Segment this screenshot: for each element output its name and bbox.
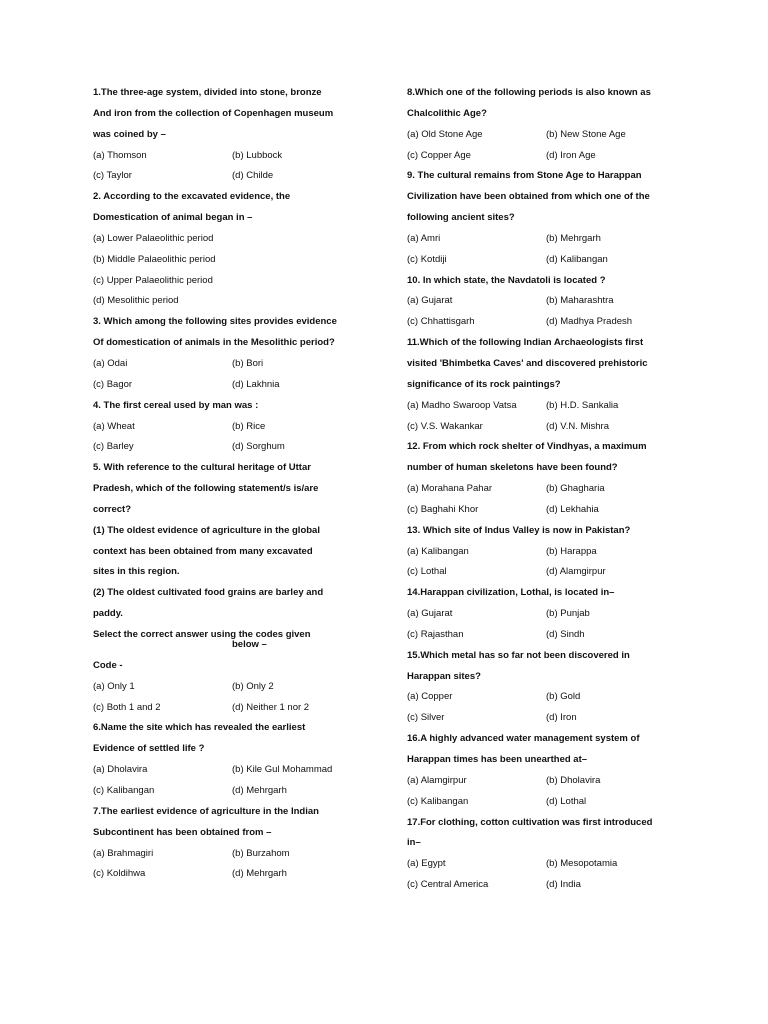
answer-option: (d) Mesolithic period (93, 295, 179, 307)
question-text: 4. The first cereal used by man was : (93, 399, 259, 411)
question-text: correct? (93, 503, 132, 515)
answer-options-row (407, 396, 697, 417)
answer-option: (a) Brahmagiri (93, 847, 154, 859)
answer-option: (d) Madhya Pradesh (546, 316, 633, 328)
answer-options-row (93, 417, 383, 438)
answer-option: (a) Wheat (93, 420, 135, 432)
answer-option: (a) Only 1 (93, 680, 135, 692)
answer-option: (d) Childe (232, 170, 274, 182)
question-text: Harappan times has been unearthed at– (407, 754, 588, 765)
question-text: 10. In which state, the Navdatoli is located ? (407, 274, 606, 286)
question-text: sites in this region. (93, 566, 180, 578)
answer-option: (c) Kalibangan (93, 785, 155, 796)
answer-option: (d) Kalibangan (546, 253, 608, 265)
answer-option: (b) Dholavira (546, 774, 601, 786)
answer-options-row (407, 604, 697, 625)
answer-options-row (407, 562, 697, 583)
answer-option: (d) Neither 1 nor 2 (232, 701, 310, 713)
answer-option: (b) Ghagharia (546, 483, 605, 495)
answer-option: (c) Rajasthan (407, 628, 464, 640)
answer-options-row (407, 125, 697, 146)
question-text: in– (407, 837, 421, 849)
answer-options-row (407, 625, 697, 646)
question-text: (1) The oldest evidence of agriculture in the global (93, 524, 320, 536)
answer-option: (a) Amri (407, 232, 441, 244)
answer-option: (a) Gujarat (407, 295, 453, 307)
answer-options-row (407, 417, 697, 438)
question-text: Harappan sites? (407, 670, 481, 682)
answer-options-row (407, 500, 697, 521)
answer-options-row (407, 250, 697, 271)
answer-option: (c) Taylor (93, 170, 132, 182)
answer-option: (b) Harappa (546, 545, 597, 557)
answer-options-row (407, 229, 697, 250)
answer-option: (d) Sorghum (232, 441, 285, 453)
answer-options-row (407, 146, 697, 167)
question-text: Evidence of settled life ? (93, 743, 205, 755)
answer-option: (b) Gold (546, 691, 581, 703)
answer-options-row (93, 844, 383, 865)
answer-option: (b) Burzahom (232, 847, 290, 859)
question-text: 6.Name the site which has revealed the earliest (93, 722, 306, 734)
answer-options-row (407, 771, 697, 792)
answer-option: (d) Iron (546, 712, 577, 724)
answer-option: (c) Baghahi Khor (407, 503, 479, 515)
answer-options-row (407, 479, 697, 500)
question-text: 2. According to the excavated evidence, the (93, 191, 291, 203)
answer-options-row (93, 677, 383, 698)
answer-options-row (407, 708, 697, 729)
answer-option: (d) Lothal (546, 795, 587, 807)
question-text: Civilization have been obtained from which one of the (407, 191, 650, 203)
question-text: 13. Which site of Indus Valley is now in Pakistan? (407, 524, 631, 536)
answer-option: (a) Gujarat (407, 608, 453, 620)
answer-option: (a) Alamgirpur (407, 774, 467, 786)
question-text: significance of its rock paintings? (407, 378, 561, 390)
question-text: Subcontinent has been obtained from – (93, 826, 272, 838)
answer-option: (d) Iron Age (546, 149, 596, 161)
answer-options-row (407, 687, 697, 708)
answer-option: (b) Lubbock (232, 149, 283, 161)
answer-options-row (407, 312, 697, 333)
question-text: And iron from the collection of Copenhagen museum (93, 107, 334, 119)
question-text: 1.The three-age system, divided into stone, bronze (93, 87, 322, 98)
answer-option: (a) Morahana Pahar (407, 483, 493, 495)
answer-option: (d) India (546, 879, 581, 891)
right-column (407, 83, 697, 896)
answer-option: (c) Kotdiji (407, 253, 447, 265)
answer-option: (b) Rice (232, 420, 266, 432)
answer-options-row (93, 864, 383, 885)
answer-option: (c) Both 1 and 2 (93, 701, 161, 713)
answer-option: (c) Copper Age (407, 149, 471, 161)
answer-options-row (407, 854, 697, 875)
answer-option: (c) Chhattisgarh (407, 316, 475, 328)
answer-options-row (93, 698, 383, 719)
answer-option: (d) Alamgirpur (546, 566, 606, 578)
answer-option: (a) Thomson (93, 149, 147, 161)
answer-option: (c) V.S. Wakankar (407, 420, 483, 432)
question-text: Pradesh, which of the following statement/s is/are (93, 483, 319, 495)
answer-option: (a) Old Stone Age (407, 128, 483, 140)
answer-option: (c) Koldihwa (93, 868, 146, 880)
question-text: 15.Which metal has so far not been discovered in (407, 649, 630, 661)
answer-options-row (407, 542, 697, 563)
question-text: 7.The earliest evidence of agriculture in the Indian (93, 805, 319, 817)
answer-option: (b) H.D. Sankalia (546, 399, 619, 411)
question-text: was coined by – (93, 128, 166, 140)
question-text: 8.Which one of the following periods is also known as (407, 87, 651, 98)
answer-option: (a) Madho Swaroop Vatsa (407, 399, 517, 411)
answer-options-row (407, 291, 697, 312)
answer-option: (a) Dholavira (93, 764, 148, 776)
answer-option: (d) V.N. Mishra (546, 420, 609, 432)
answer-options-row (93, 760, 383, 781)
answer-options-row (93, 375, 383, 396)
answer-option: (c) Silver (407, 712, 445, 724)
answer-option: (b) Maharashtra (546, 295, 614, 307)
answer-option: (a) Odai (93, 357, 128, 369)
question-text: 17.For clothing, cotton cultivation was first introduced (407, 816, 653, 828)
answer-options-row (93, 437, 383, 458)
question-text-line: Select the correct answer using the codes given (93, 628, 311, 640)
answer-option: (c) Kalibangan (407, 795, 469, 807)
answer-option: (c) Central America (407, 879, 489, 891)
question-text: 5. With reference to the cultural heritage of Uttar (93, 462, 311, 474)
question-text: Chalcolithic Age? (407, 107, 487, 119)
question-text: 14.Harappan civilization, Lothal, is located in– (407, 587, 615, 599)
question-text: visited 'Bhimbetka Caves' and discovered prehistoric (407, 357, 648, 369)
answer-option: (b) Punjab (546, 608, 590, 620)
answer-option: (b) Middle Palaeolithic period (93, 253, 216, 265)
answer-options-row (93, 166, 383, 187)
answer-option: (a) Egypt (407, 858, 446, 870)
question-text: 9. The cultural remains from Stone Age to Harappan (407, 170, 642, 182)
answer-option: (b) Bori (232, 357, 264, 369)
answer-options-row (93, 146, 383, 167)
question-text: 12. From which rock shelter of Vindhyas, a maximum (407, 441, 647, 453)
answer-option: (c) Barley (93, 441, 134, 453)
answer-options-row (93, 354, 383, 375)
question-text: 16.A highly advanced water management system of (407, 733, 640, 745)
left-column (93, 83, 383, 885)
answer-option: (a) Kalibangan (407, 545, 469, 557)
answer-option: (b) Kile Gul Mohammad (232, 764, 333, 776)
question-text: Code - (93, 659, 123, 671)
answer-option: (c) Lothal (407, 566, 447, 578)
answer-option: (a) Lower Palaeolithic period (93, 232, 214, 244)
answer-options-row (407, 792, 697, 813)
question-text: 3. Which among the following sites provides evidence (93, 316, 337, 328)
question-text (93, 625, 363, 656)
answer-options-row (93, 781, 383, 802)
answer-option: (a) Copper (407, 691, 453, 703)
answer-option: (c) Bagor (93, 378, 133, 390)
answer-option: (d) Mehrgarh (232, 785, 287, 796)
answer-option: (d) Lekhahia (546, 503, 599, 515)
question-text: (2) The oldest cultivated food grains are barley and (93, 587, 324, 599)
answer-option: (b) Mehrgarh (546, 232, 601, 244)
question-text: number of human skeletons have been found? (407, 462, 618, 474)
question-text: Of domestication of animals in the Mesolithic period? (93, 337, 335, 349)
question-text: context has been obtained from many excavated (93, 545, 313, 557)
answer-option: (b) New Stone Age (546, 128, 626, 140)
question-text-tail: below – (232, 639, 267, 651)
answer-option: (b) Only 2 (232, 680, 274, 692)
question-text: paddy. (93, 608, 123, 620)
question-text: 11.Which of the following Indian Archaeologists first (407, 337, 644, 349)
answer-option: (d) Sindh (546, 628, 585, 640)
question-text: Domestication of animal began in – (93, 212, 253, 224)
answer-option: (b) Mesopotamia (546, 858, 618, 870)
answer-option: (d) Mehrgarh (232, 868, 287, 880)
answer-option: (c) Upper Palaeolithic period (93, 274, 213, 286)
answer-options-row (407, 875, 697, 896)
question-text: following ancient sites? (407, 212, 515, 224)
answer-option: (d) Lakhnia (232, 378, 280, 390)
